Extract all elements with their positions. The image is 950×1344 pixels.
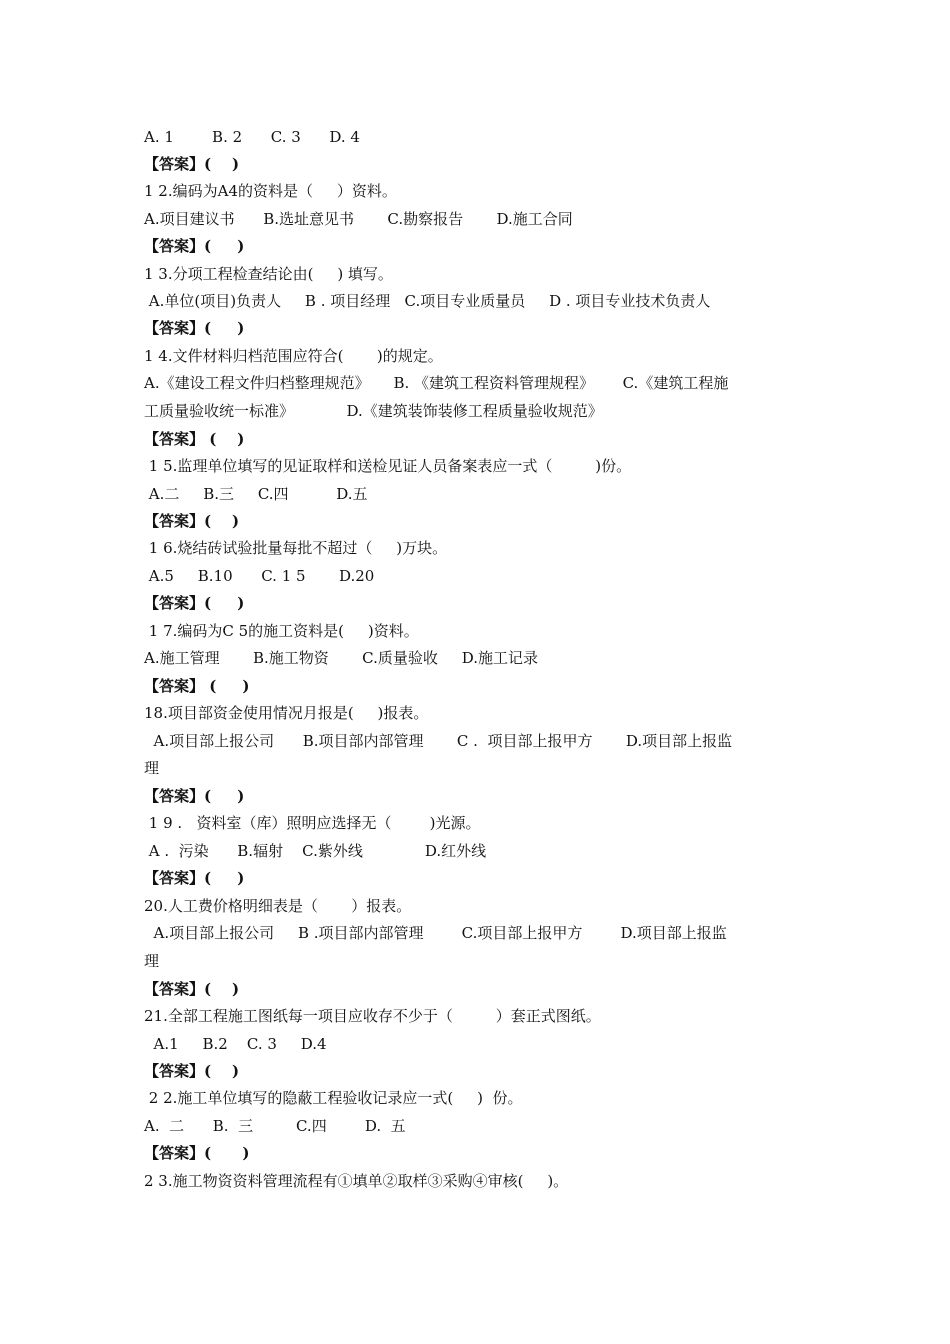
question-line: 1 3.分项工程检查结论由( ) 填写。 xyxy=(144,265,393,283)
question-line: 1 4.文件材料归档范围应符合( )的规定。 xyxy=(144,347,443,365)
answer-line: 【答案】( ) xyxy=(144,594,245,612)
options-line: A. 1 B. 2 C. 3 D. 4 xyxy=(144,128,360,146)
options-line: A.二 B.三 C.四 D.五 xyxy=(144,485,368,503)
answer-line: 【答案】( ) xyxy=(144,980,240,998)
answer-line: 【答案】( ) xyxy=(144,319,245,337)
question-line: 1 2.编码为A4的资料是（ ）资料。 xyxy=(144,182,397,200)
question-line: 2 3.施工物资资料管理流程有①填单②取样③采购④审核( )。 xyxy=(144,1172,569,1190)
options-line: 理 xyxy=(144,952,160,970)
answer-line: 【答案】( ) xyxy=(144,237,245,255)
options-line: A.《建设工程文件归档整理规范》 B. 《建筑工程资料管理规程》 C.《建筑工程施 xyxy=(144,374,729,392)
question-line: 1 9 . 资料室（库）照明应选择无（ )光源。 xyxy=(144,814,481,832)
answer-line: 【答案】( ) xyxy=(144,869,245,887)
answer-line: 【答案】( ) xyxy=(144,787,245,805)
options-line: A.1 B.2 C. 3 D.4 xyxy=(144,1035,327,1053)
options-line: A. 二 B. 三 C.四 D. 五 xyxy=(144,1117,406,1135)
question-line: 1 7.编码为C 5的施工资料是( )资料。 xyxy=(144,622,419,640)
options-line: 工质量验收统一标准》 D.《建筑装饰装修工程质量验收规范》 xyxy=(144,402,603,420)
answer-line: 【答案】 ( ) xyxy=(144,677,250,695)
options-line: 理 xyxy=(144,759,160,777)
options-line: A.单位(项目)负责人 B . 项目经理 C.项目专业质量员 D . 项目专业技术负责人 xyxy=(144,292,711,310)
answer-line: 【答案】 ( ) xyxy=(144,430,245,448)
options-line: A . 污染 B.辐射 C.紫外线 D.红外线 xyxy=(144,842,487,860)
question-line: 21.全部工程施工图纸每一项目应收存不少于（ ）套正式图纸。 xyxy=(144,1007,601,1025)
question-line: 18.项目部资金使用情况月报是( )报表。 xyxy=(144,704,429,722)
options-line: A.5 B.10 C. 1 5 D.20 xyxy=(144,567,375,585)
options-line: A.项目部上报公司 B .项目部内部管理 C.项目部上报甲方 D.项目部上报监 xyxy=(144,924,727,942)
options-line: A.项目部上报公司 B.项目部内部管理 C . 项目部上报甲方 D.项目部上报监 xyxy=(144,732,733,750)
question-line: 2 2.施工单位填写的隐蔽工程验收记录应一式( ) 份。 xyxy=(144,1089,523,1107)
question-line: 1 5.监理单位填写的见证取样和送检见证人员备案表应一式（ )份。 xyxy=(144,457,632,475)
question-line: 1 6.烧结砖试验批量每批不超过（ )万块。 xyxy=(144,539,448,557)
answer-line: 【答案】( ) xyxy=(144,155,240,173)
question-line: 20.人工费价格明细表是（ ）报表。 xyxy=(144,897,412,915)
answer-line: 【答案】( ) xyxy=(144,1062,240,1080)
answer-line: 【答案】( ) xyxy=(144,512,240,530)
options-line: A.项目建议书 B.选址意见书 C.勘察报告 D.施工合同 xyxy=(144,210,573,228)
answer-line: 【答案】( ) xyxy=(144,1144,250,1162)
options-line: A.施工管理 B.施工物资 C.质量验收 D.施工记录 xyxy=(144,649,538,667)
